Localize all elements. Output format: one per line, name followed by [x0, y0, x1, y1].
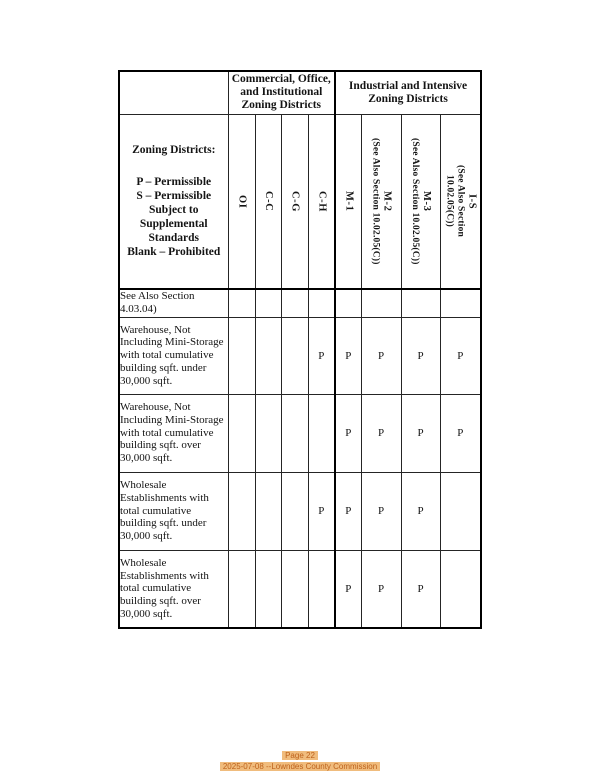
table-row: [119, 472, 481, 550]
permission-cell: [228, 394, 255, 472]
column-header-m2: M-2 (See Also Section 10.02.05(C)): [361, 114, 401, 289]
page-number: Page 22: [282, 751, 318, 760]
permission-cell: [361, 289, 401, 317]
permission-cell: [440, 472, 481, 550]
row-label: Wholesale Establishments with total cumulative building sqft. under 30,000 sqft.: [119, 472, 228, 550]
permission-cell: [228, 289, 255, 317]
permission-cell: P: [335, 317, 361, 394]
permission-cell: [401, 289, 440, 317]
permission-cell: [228, 550, 255, 628]
legend-line-permissible: P – Permissible: [136, 176, 212, 189]
permission-cell: [228, 472, 255, 550]
permission-cell: [308, 289, 335, 317]
permission-cell: P: [440, 317, 481, 394]
permission-cell: [255, 550, 281, 628]
permission-cell: P: [361, 550, 401, 628]
permission-cell: P: [308, 472, 335, 550]
permission-cell: [281, 472, 308, 550]
column-header-cc: C-C: [255, 114, 281, 289]
permission-cell: P: [335, 472, 361, 550]
permission-cell: [440, 289, 481, 317]
permission-cell: [281, 550, 308, 628]
revision-note: 2025-07-08 --Lowndes County Commission: [220, 762, 380, 771]
column-header-m3: M-3 (See Also Section 10.02.05(C)): [401, 114, 440, 289]
page-footer: [0, 750, 600, 772]
permission-cell: [281, 317, 308, 394]
permission-cell: P: [401, 394, 440, 472]
legend-title: Zoning Districts:: [132, 144, 216, 157]
permission-cell: P: [401, 317, 440, 394]
permission-cell: [281, 394, 308, 472]
table-row: [119, 550, 481, 628]
group-header-commercial: Commercial, Office, and Institutional Zoning Districts: [228, 71, 335, 114]
permission-cell: P: [440, 394, 481, 472]
permission-cell: [228, 317, 255, 394]
row-label: Warehouse, Not Including Mini-Storage with total cumulative building sqft. under 30,000 sqft.: [119, 317, 228, 394]
row-label: See Also Section 4.03.04): [119, 289, 228, 317]
permission-cell: P: [401, 472, 440, 550]
group-header-industrial: Industrial and Intensive Zoning Districts: [335, 71, 481, 114]
corner-cell: [119, 71, 228, 114]
column-header-row: [119, 114, 481, 289]
permission-cell: [255, 317, 281, 394]
table-row: [119, 394, 481, 472]
row-label: Warehouse, Not Including Mini-Storage with total cumulative building sqft. over 30,000 sqft.: [119, 394, 228, 472]
permission-cell: [335, 289, 361, 317]
permission-cell: P: [335, 550, 361, 628]
legend-line-supplemental: S – Permissible Subject to Supplemental Standards: [136, 190, 212, 245]
column-header-is: I-S (See Also Section 10.02.05(C)): [440, 114, 481, 289]
table-row: [119, 289, 481, 317]
column-header-oi: OI: [228, 114, 255, 289]
group-header-row: [119, 71, 481, 114]
permission-cell: [255, 394, 281, 472]
legend-cell: [119, 114, 228, 289]
permission-cell: [255, 289, 281, 317]
column-header-m1: M-1: [335, 114, 361, 289]
permission-cell: P: [361, 317, 401, 394]
permission-cell: P: [401, 550, 440, 628]
permission-cell: [255, 472, 281, 550]
legend-line-prohibited: Blank – Prohibited: [127, 246, 221, 259]
permission-cell: [440, 550, 481, 628]
permission-cell: [308, 550, 335, 628]
permission-cell: [308, 394, 335, 472]
permission-cell: [281, 289, 308, 317]
permission-cell: P: [361, 472, 401, 550]
column-header-cg: C-G: [281, 114, 308, 289]
zoning-permissions-table: [118, 70, 482, 629]
permission-cell: P: [308, 317, 335, 394]
permission-cell: P: [335, 394, 361, 472]
permission-cell: P: [361, 394, 401, 472]
row-label: Wholesale Establishments with total cumulative building sqft. over 30,000 sqft.: [119, 550, 228, 628]
table-row: [119, 317, 481, 394]
column-header-ch: C-H: [308, 114, 335, 289]
